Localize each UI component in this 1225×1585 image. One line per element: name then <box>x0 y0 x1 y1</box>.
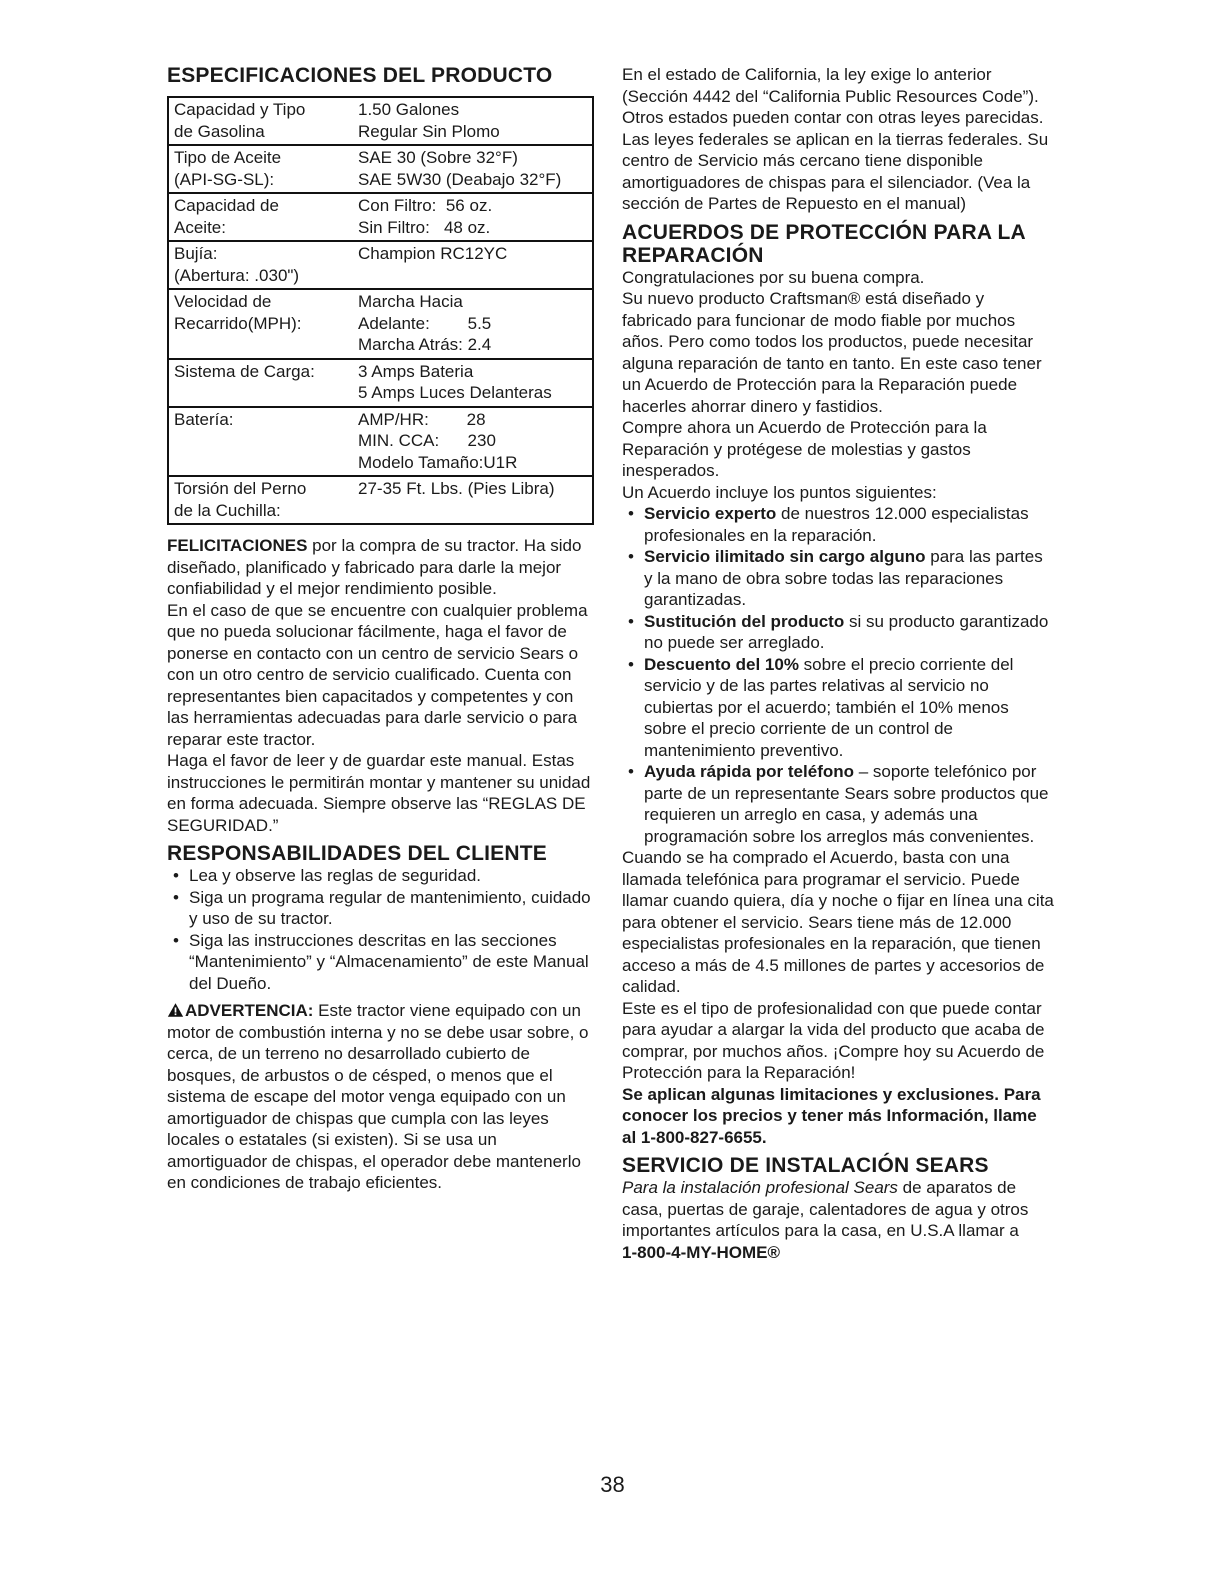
protection-paragraph-3: Un Acuerdo incluye los puntos siguientes: <box>622 482 937 502</box>
table-row <box>168 407 593 477</box>
spec-label: Batería: <box>168 407 350 477</box>
table-row <box>168 289 593 359</box>
responsibilities-list <box>167 865 599 994</box>
congrats-lead: FELICITACIONES <box>167 536 308 555</box>
list-item <box>622 611 1054 654</box>
spec-title: ESPECIFICACIONES DEL PRODUCTO <box>167 64 553 87</box>
spec-label: Torsión del Perno de la Cuchilla: <box>168 476 350 524</box>
table-row <box>168 476 593 524</box>
spec-value: 3 Amps Bateria 5 Amps Luces Delanteras <box>350 359 593 407</box>
purchased-paragraph: Cuando se ha comprado el Acuerdo, basta con una llamada telefónica para programar el servicio. Puede llamar cuando quiera, día y noche o fijar en línea una cita para obtener el servicio. Sears tiene más de 12.000 especialistas profesionales en la reparación, que tienen acceso a más de 4.5 millones de partes y accesorios de calidad. <box>622 848 1054 996</box>
benefit-text: si su producto garantizado no puede ser arreglado. <box>644 611 1049 652</box>
protection-title: ACUERDOS DE PROTECCIÓN PARA LA REPARACIÓN <box>622 220 1026 267</box>
protection-paragraph-2: Compre ahora un Acuerdo de Protección para la Reparación y protégese de molestias y gastos inesperados. <box>622 418 987 480</box>
manual-paragraph: Haga el favor de leer y de guardar este manual. Estas instrucciones le permitirán montar y mantener su unidad en forma adecuada. Siempre observe las “REGLAS DE SEGURIDAD.” <box>167 751 591 835</box>
spec-value: 1.50 Galones Regular Sin Plomo <box>358 100 500 141</box>
list-item: • Lea y observe las reglas de seguridad. <box>167 865 599 887</box>
benefit-title: Descuento del 10% <box>644 654 799 674</box>
warning-text: Este tractor viene equipado con un motor de combustión interna y no se debe usar sobre, o cerca, de un terreno no desarrollado cubierto de bosques, de arbustos o de césped, o menos que el sistema de escape del motor venga equipado con un amortiguador de chispas que cumpla con las leyes locales o estatales (si existen). Si se usa un amortiguador de chispas, el operador debe mantenerlo en condiciones de trabajo eficientes. <box>167 1001 589 1192</box>
spec-value: AMP/HR: 28 MIN. CCA: 230 Modelo Tamaño:U1R <box>350 407 593 477</box>
right-column <box>622 64 1054 1263</box>
install-text: de aparatos de casa, puertas de garaje, calentadores de agua y otros importantes artículos para la casa, en U.S.A llamar a <box>622 1178 1029 1240</box>
spec-table <box>167 96 594 525</box>
warning-paragraph <box>167 1000 599 1194</box>
install-title: SERVICIO DE INSTALACIÓN SEARS <box>622 1154 989 1177</box>
list-item: • Siga un programa regular de mantenimiento, cuidado y uso de su tractor. <box>167 887 599 930</box>
install-phone: 1-800-4-MY-HOME® <box>622 1242 781 1262</box>
protection-paragraph-1: Su nuevo producto Craftsman® está diseñado y fabricado para funcionar de modo fiable por muchos años. Pero como todos los productos, puede necesitar alguna reparación de tanto en tanto. En este caso tener un Acuerdo de Protección para la Reparación puede hacerles ahorrar dinero y fastidios. <box>622 289 1042 416</box>
congrats-paragraph <box>167 535 599 600</box>
congrats-text: por la compra de su tractor. Ha sido diseñado, planificado y fabricado para darle la mejor confiabilidad y el mejor rendimiento posible. <box>167 536 582 598</box>
table-row <box>168 241 593 289</box>
problem-paragraph: En el caso de que se encuentre con cualquier problema que no pueda solucionar fácilmente, haga el favor de ponerse en contacto con un centro de servicio Sears o con un otro centro de servicio cualificado. Cuenta con representantes bien capacitados y competentes y con las herramientas adecuadas para darle servicio o para reparar este tractor. <box>167 600 588 749</box>
spec-label: Capacidad de Aceite: <box>168 193 350 241</box>
benefit-text: para las partes y la mano de obra sobre todas las reparaciones garantizadas. <box>644 547 1043 609</box>
table-row <box>168 359 593 407</box>
benefit-text: sobre el precio corriente del servicio y de las partes relativas al servicio no cubiertas por el acuerdo; también el 10% menos sobre el precio corriente de un control de mantenimiento preventivo. <box>644 654 1014 760</box>
table-row <box>168 97 593 145</box>
warning-lead: ADVERTENCIA: <box>185 1001 314 1020</box>
left-column <box>167 64 599 1194</box>
page-number: 38 <box>600 1472 625 1497</box>
spec-label: Bujía: (Abertura: .030") <box>168 241 350 289</box>
benefit-text: de nuestros 12.000 especialistas profesionales en la reparación. <box>644 504 1029 545</box>
benefit-title: Servicio ilimitado sin cargo alguno <box>644 547 926 566</box>
warning-triangle-icon <box>167 1002 184 1018</box>
limitations-paragraph: Se aplican algunas limitaciones y exclusiones. Para conocer los precios y tener más Información, llame al 1-800-827-6655. <box>622 1084 1041 1147</box>
spec-value: 27-35 Ft. Lbs. (Pies Libra) <box>350 476 593 524</box>
benefit-title: Servicio experto <box>644 504 777 523</box>
spec-value: Marcha Hacia Adelante: 5.5 Marcha Atrás: 2.4 <box>350 289 593 359</box>
spec-value: Con Filtro: 56 oz. Sin Filtro: 48 oz. <box>350 193 593 241</box>
install-italic: Para la instalación profesional Sears <box>622 1178 898 1197</box>
spec-value: SAE 30 (Sobre 32°F) SAE 5W30 (Deabajo 32°F) <box>350 145 593 193</box>
spec-label: Sistema de Carga: <box>168 359 350 407</box>
benefit-title: Ayuda rápida por teléfono <box>644 762 855 781</box>
spec-label: Tipo de Aceite (API-SG-SL): <box>168 145 350 193</box>
table-row <box>168 193 593 241</box>
warning-lead-wrap <box>167 1001 313 1020</box>
benefits-list <box>622 503 1054 847</box>
table-row <box>168 145 593 193</box>
benefit-title: Sustitución del producto <box>644 611 845 631</box>
install-paragraph <box>622 1177 1054 1242</box>
california-paragraph: En el estado de California, la ley exige lo anterior (Sección 4442 del “California Public Resources Code”). Otros estados pueden contar con otras leyes parecidas. Las leyes federales se aplican en la tierras federales. Su centro de Servicio más cercano tiene disponible amortiguadores de chispas para el silenciador. (Vea la sección de Partes de Repuesto en el manual) <box>622 65 1049 213</box>
list-item <box>622 761 1054 847</box>
spec-value: Champion RC12YC <box>350 241 593 289</box>
responsibilities-title: RESPONSABILIDADES DEL CLIENTE <box>167 842 547 865</box>
spec-label: Capacidad y Tipo de Gasolina <box>174 100 306 141</box>
list-item: • Siga las instrucciones descritas en las secciones “Mantenimiento” y “Almacenamiento” de este Manual del Dueño. <box>167 930 599 995</box>
protection-intro: Congratulaciones por su buena compra. <box>622 267 925 287</box>
professional-paragraph: Este es el tipo de profesionalidad con que puede contar para ayudar a alargar la vida del producto que acaba de comprar, por muchos años. ¡Compre hoy su Acuerdo de Protección para la Reparación! <box>622 998 1045 1082</box>
list-item <box>622 546 1054 611</box>
list-item <box>622 503 1054 546</box>
spec-label: Velocidad de Recarrido(MPH): <box>168 289 350 359</box>
benefit-text: – soporte telefónico por parte de un representante Sears sobre productos que requieren un arreglo en casa, y además una programación sobre los arreglos más convenientes. <box>644 762 1049 846</box>
list-item <box>622 654 1054 762</box>
